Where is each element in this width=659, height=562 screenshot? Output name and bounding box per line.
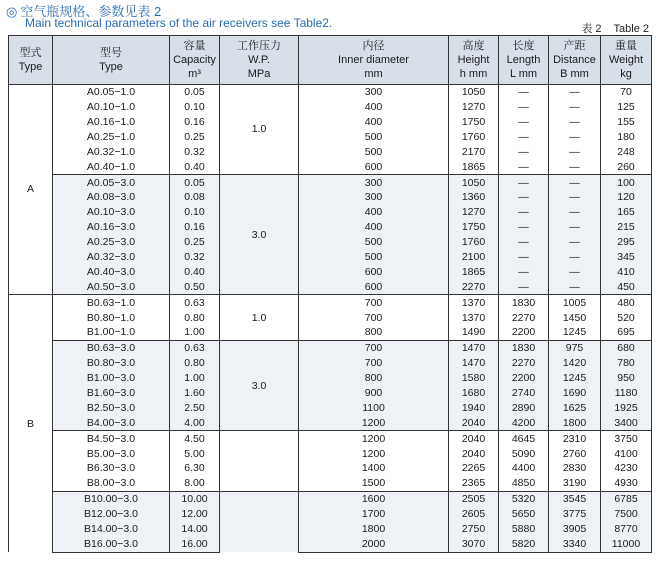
cell-inner-diameter: 1800: [299, 522, 449, 537]
cell-capacity: 0.10: [170, 205, 220, 220]
cell-weight: 100: [601, 175, 652, 190]
cell-capacity: 0.16: [170, 115, 220, 130]
cell-inner-diameter: 400: [299, 220, 449, 235]
cell-height: 2270: [449, 280, 499, 295]
table-row: [9, 507, 652, 522]
cell-height: 1270: [449, 100, 499, 115]
cell-height: 1750: [449, 220, 499, 235]
header-distance: 产距 Distance B mm: [549, 36, 601, 85]
cell-inner-diameter: 700: [299, 341, 449, 356]
cell-weight: 260: [601, 159, 652, 174]
cell-distance: —: [549, 145, 601, 160]
table-row: [9, 159, 652, 174]
cell-length: 5090: [499, 446, 549, 461]
cell-weight: 120: [601, 190, 652, 205]
cell-model: B1.00−3.0: [53, 371, 170, 386]
cell-model: A0.08−3.0: [53, 190, 170, 205]
cell-height: 1680: [449, 386, 499, 401]
cell-weight: 215: [601, 220, 652, 235]
cell-model: A0.10−3.0: [53, 205, 170, 220]
cell-length: 4850: [499, 476, 549, 491]
cell-inner-diameter: 500: [299, 130, 449, 145]
cell-model: B4.50−3.0: [53, 431, 170, 446]
cell-length: 2740: [499, 386, 549, 401]
cell-height: 1470: [449, 356, 499, 371]
cell-capacity: 0.10: [170, 100, 220, 115]
cell-height: 1050: [449, 85, 499, 100]
cell-capacity: 0.05: [170, 175, 220, 190]
header-inner-diameter: 内径 Inner diameter mm: [299, 36, 449, 85]
cell-capacity: 0.80: [170, 356, 220, 371]
cell-weight: 180: [601, 130, 652, 145]
table-row: [9, 85, 652, 100]
cell-model: A0.40−3.0: [53, 265, 170, 280]
cell-length: —: [499, 205, 549, 220]
cell-capacity: 6.30: [170, 461, 220, 476]
working-pressure-cell: [220, 431, 299, 492]
cell-length: —: [499, 130, 549, 145]
header-length: 长度 Length L mm: [499, 36, 549, 85]
cell-height: 2040: [449, 446, 499, 461]
table-row: [9, 145, 652, 160]
cell-distance: 1420: [549, 356, 601, 371]
cell-height: 1580: [449, 371, 499, 386]
cell-inner-diameter: 1400: [299, 461, 449, 476]
cell-height: 1370: [449, 310, 499, 325]
cell-model: B14.00−3.0: [53, 522, 170, 537]
cell-model: A0.40−1.0: [53, 159, 170, 174]
cell-model: A0.16−3.0: [53, 220, 170, 235]
cell-weight: 3750: [601, 431, 652, 446]
cell-weight: 3400: [601, 416, 652, 431]
cell-inner-diameter: 700: [299, 356, 449, 371]
cell-inner-diameter: 700: [299, 310, 449, 325]
circle-bullet-icon: ◎: [6, 4, 18, 19]
cell-height: 2365: [449, 476, 499, 491]
cell-length: 4645: [499, 431, 549, 446]
cell-distance: 2310: [549, 431, 601, 446]
header-type-style: 型式 Type: [9, 36, 53, 85]
cell-weight: 410: [601, 265, 652, 280]
cell-distance: —: [549, 100, 601, 115]
cell-capacity: 0.32: [170, 250, 220, 265]
cell-inner-diameter: 1200: [299, 431, 449, 446]
cell-inner-diameter: 600: [299, 265, 449, 280]
cell-model: B0.80−3.0: [53, 356, 170, 371]
cell-capacity: 1.00: [170, 371, 220, 386]
cell-model: A0.32−3.0: [53, 250, 170, 265]
cell-distance: 1450: [549, 310, 601, 325]
cell-capacity: 0.80: [170, 310, 220, 325]
table-row: [9, 295, 652, 310]
table-row: [9, 461, 652, 476]
cell-distance: 1800: [549, 416, 601, 431]
cell-inner-diameter: 500: [299, 250, 449, 265]
cell-weight: 950: [601, 371, 652, 386]
cell-distance: —: [549, 220, 601, 235]
header-working-pressure: 工作压力 W.P. MPa: [220, 36, 299, 85]
cell-length: 4400: [499, 461, 549, 476]
working-pressure-cell: 1.0: [220, 295, 299, 341]
cell-weight: 7500: [601, 507, 652, 522]
cell-weight: 695: [601, 325, 652, 340]
cell-model: B0.80−1.0: [53, 310, 170, 325]
cell-length: —: [499, 159, 549, 174]
header-capacity: 容量 Capacity m³: [170, 36, 220, 85]
cell-inner-diameter: 700: [299, 295, 449, 310]
cell-height: 2170: [449, 145, 499, 160]
table-row: [9, 537, 652, 552]
working-pressure-cell: 3.0: [220, 175, 299, 295]
cell-distance: 1690: [549, 386, 601, 401]
table-row: [9, 341, 652, 356]
cell-capacity: 0.40: [170, 265, 220, 280]
cell-inner-diameter: 1200: [299, 446, 449, 461]
cell-length: —: [499, 145, 549, 160]
cell-height: 2040: [449, 416, 499, 431]
cell-weight: 4100: [601, 446, 652, 461]
cell-height: 1360: [449, 190, 499, 205]
cell-length: 2200: [499, 325, 549, 340]
cell-distance: —: [549, 250, 601, 265]
cell-height: 2040: [449, 431, 499, 446]
cell-capacity: 5.00: [170, 446, 220, 461]
cell-capacity: 0.63: [170, 341, 220, 356]
cell-inner-diameter: 600: [299, 159, 449, 174]
cell-weight: 295: [601, 235, 652, 250]
table-row: [9, 325, 652, 340]
cell-inner-diameter: 1700: [299, 507, 449, 522]
cell-inner-diameter: 400: [299, 205, 449, 220]
cell-length: 2890: [499, 401, 549, 416]
cell-length: 4200: [499, 416, 549, 431]
cell-inner-diameter: 1200: [299, 416, 449, 431]
cell-weight: 680: [601, 341, 652, 356]
table-row: [9, 280, 652, 295]
cell-inner-diameter: 400: [299, 115, 449, 130]
type-style-cell: A: [9, 85, 53, 295]
cell-model: B16.00−3.0: [53, 537, 170, 552]
cell-weight: 8770: [601, 522, 652, 537]
cell-distance: 2760: [549, 446, 601, 461]
table-row: [9, 115, 652, 130]
cell-distance: 3545: [549, 492, 601, 507]
cell-weight: 70: [601, 85, 652, 100]
table-row: [9, 205, 652, 220]
section-subtitle-en: Main technical parameters of the air receivers see Table2.: [25, 16, 333, 30]
cell-weight: 345: [601, 250, 652, 265]
cell-model: B0.63−3.0: [53, 341, 170, 356]
table-row: [9, 175, 652, 190]
cell-distance: 1625: [549, 401, 601, 416]
cell-model: B0.63−1.0: [53, 295, 170, 310]
working-pressure-cell: [220, 492, 299, 553]
table-row: [9, 386, 652, 401]
cell-capacity: 0.08: [170, 190, 220, 205]
cell-model: B12.00−3.0: [53, 507, 170, 522]
cell-distance: —: [549, 205, 601, 220]
cell-capacity: 4.50: [170, 431, 220, 446]
cell-model: A0.16−1.0: [53, 115, 170, 130]
cell-distance: 1245: [549, 325, 601, 340]
table-row: [9, 401, 652, 416]
table-row: [9, 522, 652, 537]
cell-distance: 3905: [549, 522, 601, 537]
table-label: [569, 20, 649, 36]
cell-length: —: [499, 115, 549, 130]
cell-length: 5320: [499, 492, 549, 507]
cell-weight: 125: [601, 100, 652, 115]
cell-weight: 4230: [601, 461, 652, 476]
cell-model: B1.00−1.0: [53, 325, 170, 340]
cell-weight: 155: [601, 115, 652, 130]
cell-inner-diameter: 300: [299, 85, 449, 100]
cell-distance: 3775: [549, 507, 601, 522]
table-row: [9, 416, 652, 431]
cell-length: 5650: [499, 507, 549, 522]
cell-height: 1470: [449, 341, 499, 356]
cell-height: 1270: [449, 205, 499, 220]
cell-height: 3070: [449, 537, 499, 552]
cell-distance: —: [549, 130, 601, 145]
cell-length: —: [499, 85, 549, 100]
cell-length: 2270: [499, 310, 549, 325]
table-row: [9, 356, 652, 371]
cell-length: —: [499, 175, 549, 190]
cell-length: —: [499, 250, 549, 265]
cell-height: 1490: [449, 325, 499, 340]
table-row: [9, 492, 652, 507]
cell-weight: 11000: [601, 537, 652, 552]
cell-distance: —: [549, 175, 601, 190]
cell-model: B2.50−3.0: [53, 401, 170, 416]
cell-inner-diameter: 800: [299, 325, 449, 340]
cell-height: 1940: [449, 401, 499, 416]
table-row: [9, 130, 652, 145]
cell-model: A0.10−1.0: [53, 100, 170, 115]
cell-capacity: 0.16: [170, 220, 220, 235]
cell-distance: —: [549, 190, 601, 205]
table-label-en: Table 2: [613, 23, 649, 35]
cell-distance: —: [549, 115, 601, 130]
cell-height: 1760: [449, 235, 499, 250]
cell-distance: 1005: [549, 295, 601, 310]
cell-capacity: 1.00: [170, 325, 220, 340]
cell-length: 2200: [499, 371, 549, 386]
header-row: [9, 36, 652, 85]
table-row: [9, 250, 652, 265]
cell-distance: —: [549, 85, 601, 100]
table-row: [9, 220, 652, 235]
cell-length: —: [499, 235, 549, 250]
cell-weight: 165: [601, 205, 652, 220]
cell-length: 1830: [499, 341, 549, 356]
table-row: [9, 446, 652, 461]
cell-weight: 520: [601, 310, 652, 325]
cell-weight: 248: [601, 145, 652, 160]
cell-length: —: [499, 280, 549, 295]
table-row: [9, 371, 652, 386]
cell-inner-diameter: 500: [299, 145, 449, 160]
cell-model: B4.00−3.0: [53, 416, 170, 431]
cell-capacity: 4.00: [170, 416, 220, 431]
cell-length: —: [499, 100, 549, 115]
cell-height: 2505: [449, 492, 499, 507]
table-row: [9, 476, 652, 491]
cell-height: 2265: [449, 461, 499, 476]
working-pressure-cell: 1.0: [220, 85, 299, 175]
cell-distance: 3340: [549, 537, 601, 552]
cell-capacity: 0.25: [170, 130, 220, 145]
air-receiver-spec-table: [8, 35, 652, 553]
cell-distance: —: [549, 235, 601, 250]
cell-capacity: 0.50: [170, 280, 220, 295]
cell-distance: —: [549, 265, 601, 280]
table-row: [9, 100, 652, 115]
cell-distance: —: [549, 280, 601, 295]
cell-inner-diameter: 300: [299, 175, 449, 190]
cell-capacity: 1.60: [170, 386, 220, 401]
cell-height: 1760: [449, 130, 499, 145]
cell-capacity: 12.00: [170, 507, 220, 522]
cell-model: A0.25−3.0: [53, 235, 170, 250]
cell-capacity: 14.00: [170, 522, 220, 537]
cell-length: 5880: [499, 522, 549, 537]
cell-model: B8.00−3.0: [53, 476, 170, 491]
cell-length: —: [499, 265, 549, 280]
cell-inner-diameter: 400: [299, 100, 449, 115]
cell-inner-diameter: 800: [299, 371, 449, 386]
cell-height: 1865: [449, 265, 499, 280]
cell-inner-diameter: 500: [299, 235, 449, 250]
header-model: 型号 Type: [53, 36, 170, 85]
cell-capacity: 0.32: [170, 145, 220, 160]
table-label-cn: 表 2: [581, 23, 602, 35]
cell-distance: 1245: [549, 371, 601, 386]
cell-inner-diameter: 1600: [299, 492, 449, 507]
cell-weight: 780: [601, 356, 652, 371]
table-row: [9, 265, 652, 280]
cell-distance: 2830: [549, 461, 601, 476]
cell-capacity: 0.25: [170, 235, 220, 250]
cell-capacity: 16.00: [170, 537, 220, 552]
cell-capacity: 8.00: [170, 476, 220, 491]
cell-model: A0.05−3.0: [53, 175, 170, 190]
cell-inner-diameter: 600: [299, 280, 449, 295]
cell-capacity: 0.05: [170, 85, 220, 100]
header-height: 高度 Height h mm: [449, 36, 499, 85]
cell-distance: 975: [549, 341, 601, 356]
working-pressure-cell: 3.0: [220, 341, 299, 431]
cell-model: A0.50−3.0: [53, 280, 170, 295]
cell-capacity: 10.00: [170, 492, 220, 507]
table-row: [9, 310, 652, 325]
cell-height: 1050: [449, 175, 499, 190]
cell-weight: 450: [601, 280, 652, 295]
cell-height: 2750: [449, 522, 499, 537]
cell-model: A0.05−1.0: [53, 85, 170, 100]
cell-weight: 480: [601, 295, 652, 310]
cell-height: 1865: [449, 159, 499, 174]
section-title-cn: 空气瓶规格、参数见表 2: [20, 4, 162, 19]
table-row: [9, 431, 652, 446]
cell-height: 1750: [449, 115, 499, 130]
cell-capacity: 0.63: [170, 295, 220, 310]
cell-inner-diameter: 900: [299, 386, 449, 401]
cell-length: 1830: [499, 295, 549, 310]
cell-length: 5820: [499, 537, 549, 552]
cell-capacity: 0.40: [170, 159, 220, 174]
cell-inner-diameter: 1100: [299, 401, 449, 416]
cell-distance: —: [549, 159, 601, 174]
cell-length: —: [499, 190, 549, 205]
cell-weight: 1925: [601, 401, 652, 416]
cell-model: B5.00−3.0: [53, 446, 170, 461]
cell-weight: 1180: [601, 386, 652, 401]
cell-capacity: 2.50: [170, 401, 220, 416]
cell-height: 2100: [449, 250, 499, 265]
cell-model: A0.32−1.0: [53, 145, 170, 160]
cell-model: B6.30−3.0: [53, 461, 170, 476]
cell-height: 2605: [449, 507, 499, 522]
cell-model: A0.25−1.0: [53, 130, 170, 145]
cell-length: —: [499, 220, 549, 235]
cell-distance: 3190: [549, 476, 601, 491]
cell-weight: 6785: [601, 492, 652, 507]
cell-inner-diameter: 1500: [299, 476, 449, 491]
cell-inner-diameter: 300: [299, 190, 449, 205]
cell-inner-diameter: 2000: [299, 537, 449, 552]
cell-model: B1.60−3.0: [53, 386, 170, 401]
cell-height: 1370: [449, 295, 499, 310]
cell-length: 2270: [499, 356, 549, 371]
cell-weight: 4930: [601, 476, 652, 491]
type-style-cell: B: [9, 295, 53, 552]
table-row: [9, 190, 652, 205]
table-row: [9, 235, 652, 250]
header-weight: 重量 Weight kg: [601, 36, 652, 85]
cell-model: B10.00−3.0: [53, 492, 170, 507]
